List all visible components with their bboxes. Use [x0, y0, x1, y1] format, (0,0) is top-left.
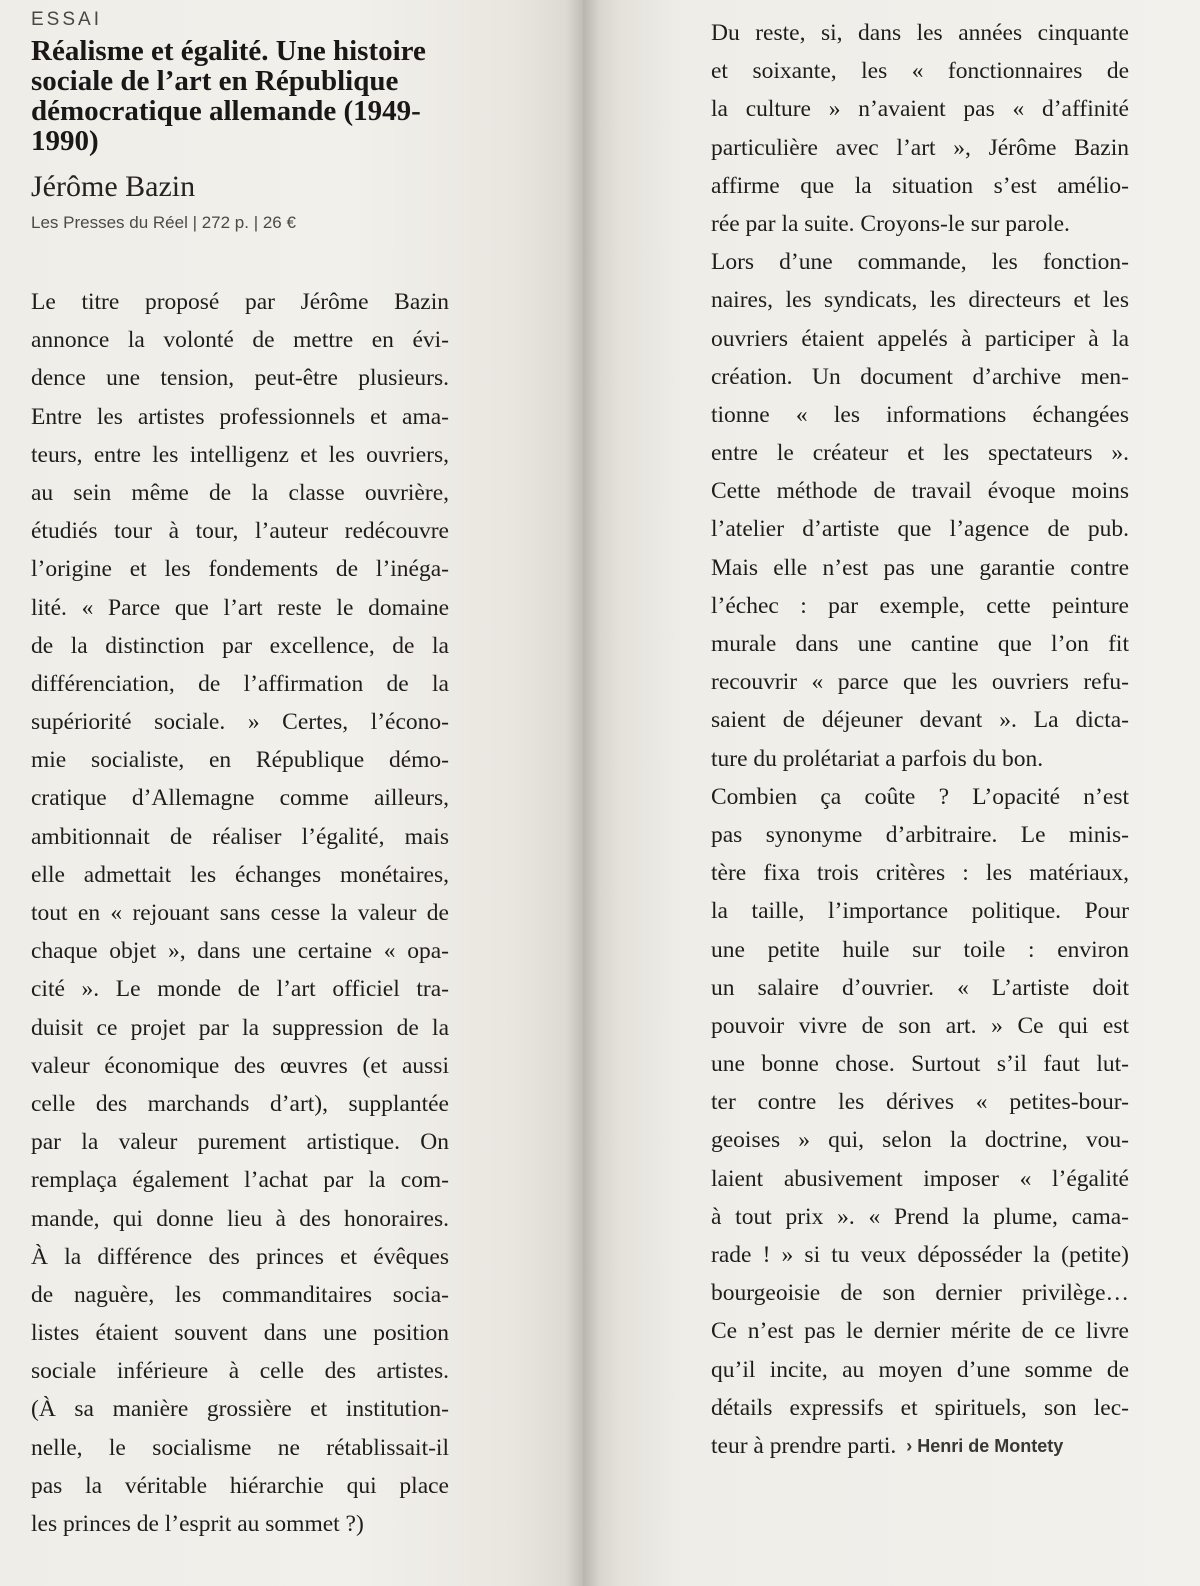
book-title: Réalisme et égalité. Une histoire sociale de l’art en République démocratique allemande (1949-1990) [31, 35, 426, 157]
text-line: Combien ça coûte ? L’opacité n’est [711, 783, 1129, 810]
book-gutter [566, 0, 600, 1586]
closing-line [711, 1427, 1129, 1465]
text-line: murale dans une cantine que l’on fit [711, 631, 1129, 657]
text-line: nelle, le socialisme ne rétablissait-il [31, 1434, 449, 1461]
text-line: ambitionnait de réaliser l’égalité, mais [31, 823, 449, 850]
text-line: de naguère, les commanditaires socia- [31, 1281, 449, 1308]
text-line: au sein même de la classe ouvrière, [31, 479, 449, 506]
text-line: (À sa manière grossière et institution- [31, 1396, 449, 1423]
text-line: à tout prix ». « Prend la plume, cama- [711, 1203, 1129, 1230]
text-line: listes étaient souvent dans une position [31, 1320, 449, 1347]
text-line: recouvrir « parce que les ouvriers refu- [711, 669, 1129, 696]
text-line: particulière avec l’art », Jérôme Bazin [711, 134, 1129, 161]
text-line: mie socialiste, en République démo- [31, 747, 449, 774]
text-line: par la valeur purement artistique. On [31, 1129, 449, 1156]
text-line: sociale inférieure à celle des artistes. [31, 1358, 449, 1385]
text-line: Ce n’est pas le dernier mérite de ce livre [711, 1318, 1129, 1345]
text-line: chaque objet », dans une certaine « opa- [31, 938, 449, 965]
text-line: pouvoir vivre de son art. » Ce qui est [711, 1012, 1129, 1039]
book-author: Jérôme Bazin [31, 170, 196, 203]
text-line: Cette méthode de travail évoque moins [711, 478, 1129, 505]
text-line: tout en « rejouant sans cesse la valeur de [31, 900, 449, 926]
text-line: geoises » qui, selon la doctrine, vou- [711, 1127, 1129, 1154]
text-line: celle des marchands d’art), supplantée [31, 1090, 449, 1117]
publisher-info: Les Presses du Réel | 272 p. | 26 € [31, 213, 296, 232]
text-line: l’atelier d’artiste que l’agence de pub. [711, 516, 1129, 543]
text-line: lité. « Parce que l’art reste le domaine [31, 594, 449, 621]
text-line: de la distinction par excellence, de la [31, 632, 449, 659]
text-line: À la différence des princes et évêques [31, 1243, 449, 1270]
text-line: Le titre proposé par Jérôme Bazin [31, 289, 449, 315]
text-line: pas synonyme d’arbitraire. Le minis- [711, 821, 1129, 848]
text-line: ouvriers étaient appelés à participer à la [711, 325, 1129, 352]
text-line: Mais elle n’est pas une garantie contre [711, 554, 1129, 581]
text-line: tionne « les informations échangées [711, 401, 1129, 428]
text-line: la taille, l’importance politique. Pour [711, 898, 1129, 925]
text-line: ture du prolétariat a parfois du bon. [711, 745, 1044, 772]
text-line: et soixante, les « fonctionnaires de [711, 58, 1129, 85]
text-line: rée par la suite. Croyons-le sur parole. [711, 210, 1070, 237]
text-line: valeur économique des œuvres (et aussi [31, 1052, 449, 1079]
text-line: un salaire d’ouvrier. « L’artiste doit [711, 974, 1129, 1001]
text-line: dence une tension, peut-être plusieurs. [31, 365, 449, 392]
text-line: détails expressifs et spirituels, son lec- [711, 1394, 1129, 1421]
text-line: étudiés tour à tour, l’auteur redécouvre [31, 518, 449, 545]
text-line: annonce la volonté de mettre en évi- [31, 327, 449, 354]
text-line: cratique d’Allemagne comme ailleurs, [31, 785, 449, 812]
text-line: elle admettait les échanges monétaires, [31, 861, 449, 888]
text-line: rade ! » si tu veux déposséder la (petite) [711, 1242, 1129, 1268]
text-line: cité ». Le monde de l’art officiel tra- [31, 976, 449, 1003]
text-line: supériorité sociale. » Certes, l’écono- [31, 709, 449, 736]
text-line: l’origine et les fondements de l’inéga- [31, 556, 449, 583]
text-line: les princes de l’esprit au sommet ?) [31, 1511, 364, 1537]
left-body-text [31, 283, 449, 1543]
text-line: laient abusivement imposer « l’égalité [711, 1165, 1129, 1192]
text-line: duisit ce projet par la suppression de la [31, 1014, 449, 1041]
text-line: différenciation, de l’affirmation de la [31, 670, 449, 697]
text-line: pas la véritable hiérarchie qui place [31, 1472, 449, 1499]
text-line: une petite huile sur toile : environ [711, 936, 1129, 963]
text-line: teurs, entre les intelligenz et les ouvriers, [31, 441, 449, 468]
text-line: teur à prendre parti. [711, 1432, 897, 1459]
text-line: mande, qui donne lieu à des honoraires. [31, 1205, 449, 1232]
text-line: création. Un document d’archive men- [711, 363, 1129, 390]
text-line: remplaça également l’achat par la com- [31, 1167, 449, 1194]
section-rubric: ESSAI [31, 9, 102, 30]
text-line: tère fixa trois critères : les matériaux, [711, 860, 1129, 887]
review-signature: › Henri de Montety [906, 1435, 1064, 1456]
text-line: ter contre les dérives « petites-bour- [711, 1089, 1129, 1116]
text-line: la culture » n’avaient pas « d’affinité [711, 96, 1129, 123]
text-line: Entre les artistes professionnels et ama- [31, 403, 449, 430]
text-line: Du reste, si, dans les années cinquante [711, 20, 1129, 46]
text-line: entre le créateur et les spectateurs ». [711, 440, 1129, 467]
text-line: naires, les syndicats, les directeurs et les [711, 287, 1129, 314]
text-line: qu’il incite, au moyen d’une somme de [711, 1356, 1129, 1383]
text-line: une bonne chose. Surtout s’il faut lut- [711, 1051, 1129, 1078]
text-line: affirme que la situation s’est amélio- [711, 172, 1129, 199]
text-line: saient de déjeuner devant ». La dicta- [711, 707, 1129, 734]
text-line: Lors d’une commande, les fonction- [711, 249, 1129, 276]
text-line: l’échec : par exemple, cette peinture [711, 592, 1129, 619]
text-line: bourgeoisie de son dernier privilège… [711, 1280, 1129, 1307]
right-body-text [711, 14, 1129, 1465]
